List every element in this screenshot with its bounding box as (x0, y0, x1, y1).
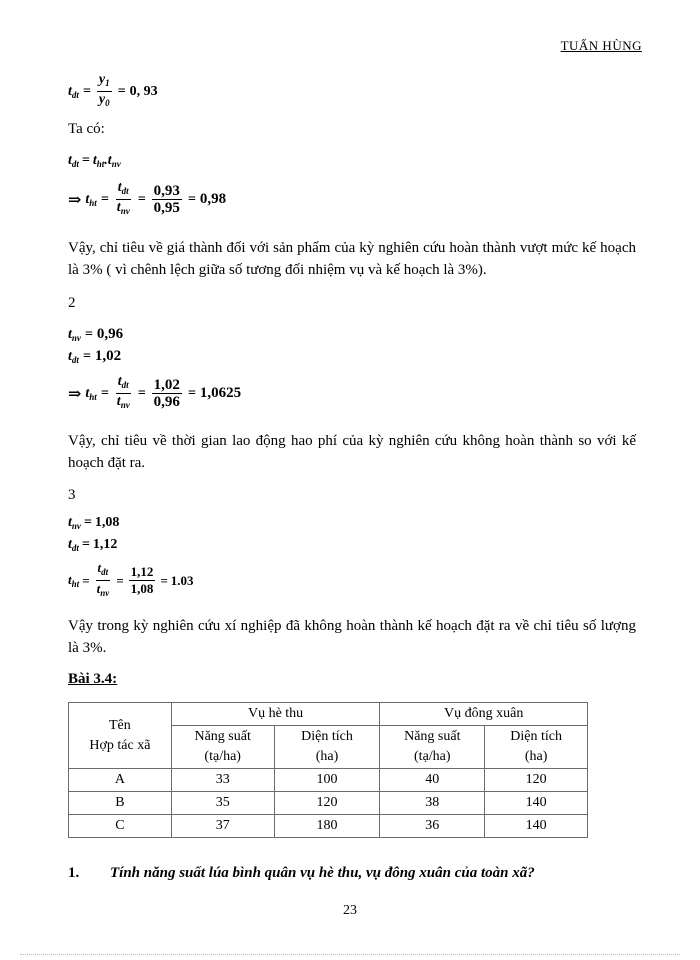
cell-value: 180 (274, 815, 380, 838)
col-header-yield-2: Năng suất (tạ/ha) (380, 726, 485, 769)
equation-t-dt-2: $t_{dt}$ = 1,02 (68, 348, 122, 365)
equation-t-ht-result-2: ⇒ $t_{ht}$ = $\frac{t_{dt}}{t_{nv}}$ = $\frac{1,02}{0,96}$ = 1,0625 (68, 374, 242, 410)
equation-t-dt-3: $t_{dt}$ = 1,12 (68, 537, 118, 553)
intro-text: Ta có: (68, 121, 105, 137)
cell-value: 37 (171, 815, 274, 838)
section-number-3: 3 (68, 487, 76, 503)
table-row (69, 792, 588, 815)
cell-value: 120 (274, 792, 380, 815)
group-header-he-thu: Vụ hè thu (171, 703, 380, 726)
cell-name: A (69, 769, 172, 792)
conclusion-paragraph-3: Vậy trong kỳ nghiên cứu xí nghiệp đã không hoàn thành kế hoạch đặt ra về chỉ tiêu số lượng là 3%. (68, 618, 636, 656)
question-number: 1. (68, 865, 80, 881)
table-corner-header (69, 703, 172, 769)
cell-name: C (69, 815, 172, 838)
group-header-dong-xuan: Vụ đông xuân (380, 703, 588, 726)
corner-header-line2: Hợp tác xã (89, 737, 151, 753)
corner-header-line1: Tên (109, 717, 131, 733)
equation-t-dt-ratio: $t_{dt}$ = $\frac{y_1}{y_0}$ = 0, 93 (68, 72, 158, 108)
page-number: 23 (343, 903, 357, 918)
equation-t-ht-result-3: $t_{ht}$ = $\frac{t_{dt}}{t_{nv}}$ = $\frac{1,12}{1,08}$ = 1.03 (68, 560, 194, 598)
cell-value: 140 (485, 815, 588, 838)
question-text: Tính năng suất lúa bình quân vụ hè thu, vụ đông xuân của toàn xã? (110, 865, 535, 881)
cell-value: 100 (274, 769, 380, 792)
col-header-yield-1: Năng suất (tạ/ha) (171, 726, 274, 769)
footer-divider (20, 954, 680, 955)
table-row (69, 769, 588, 792)
conclusion-paragraph-1: Vậy, chỉ tiêu về giá thành đối với sản phẩm của kỳ nghiên cứu hoàn thành vượt mức kế hoạch là 3% ( vì chênh lệch giữa số tương đối nhiệm vụ và kế hoạch là 3%). (68, 240, 636, 278)
cooperative-data-table (68, 702, 588, 838)
table-row (69, 815, 588, 838)
cell-name: B (69, 792, 172, 815)
section-number-2: 2 (68, 295, 76, 311)
cell-value: 35 (171, 792, 274, 815)
cell-value: 38 (380, 792, 485, 815)
cell-value: 140 (485, 792, 588, 815)
col-header-area-2: Diện tích (ha) (485, 726, 588, 769)
exercise-title: Bài 3.4: (68, 671, 118, 687)
cell-value: 120 (485, 769, 588, 792)
equation-t-nv-3: $t_{nv}$ = 1,08 (68, 515, 120, 531)
col-header-area-1: Diện tích (ha) (274, 726, 380, 769)
cell-value: 33 (171, 769, 274, 792)
cell-value: 36 (380, 815, 485, 838)
conclusion-paragraph-2: Vậy, chỉ tiêu về thời gian lao động hao phí của kỳ nghiên cứu không hoàn thành so với kế hoạch đặt ra. (68, 433, 636, 471)
equation-t-ht-result-1: ⇒ $t_{ht}$ = $\frac{t_{dt}}{t_{nv}}$ = $\frac{0,93}{0,95}$ = 0,98 (68, 180, 227, 216)
cell-value: 40 (380, 769, 485, 792)
equation-t-nv-2: $t_{nv}$ = 0,96 (68, 326, 124, 343)
page-header-author: TUẤN HÙNG (560, 38, 642, 53)
equation-t-dt-product: $t_{dt}$ = $t_{ht}$ . $t_{nv}$ (68, 153, 121, 169)
